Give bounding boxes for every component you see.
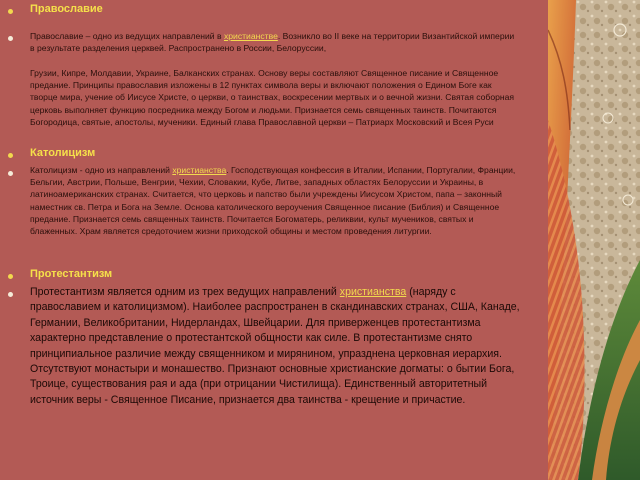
christianity-link[interactable]: христианства [339, 286, 407, 298]
bullet-icon [8, 274, 13, 279]
protestantism-paragraph [30, 285, 520, 408]
bullet-icon [8, 36, 13, 41]
heading-catholicism: Католицизм [30, 147, 96, 159]
bullet-icon [8, 292, 13, 297]
orthodoxy-paragraph-2: Грузии, Кипре, Молдавии, Украине, Балканских странах. Основу веры составляют Священное писание и Священное предание. Принципы православия изложены в 12 пунктах символа веры и включают положения о Едином Боге как творце мира, учение об Иисусе Христе, о церкви, о таинствах, воскресении мертвых и о вечной жизни. Святая соборная церковь выполняет функцию посредника между Богом и людьми. Признается семь священных таинств. Почитаются Богородица, святые, апостолы, мученики. Единый глава Православной церкви – Патриарх Московский и Всея Руси [30, 68, 515, 127]
catholicism-text: Католицизм - одно из направлений [30, 165, 173, 175]
bullet-icon [8, 171, 13, 176]
heading-orthodoxy: Православие [30, 3, 103, 15]
catholicism-paragraph [30, 164, 518, 237]
bullet-icon [8, 153, 13, 158]
catholicism-text-rest: . Господствующая конфессия в Италии, Испании, Португалии, Франции, Бельгии, Австрии, Польше, Венгрии, Чехии, Словакии, Кубе, Литве, западных областях Белоруссии и Украины, в латиноамериканских странах. Считается, что церковь и папство были учреждены Иисусом Христом, папа – законный наместник св. Петра и Бога на Земле. Основа католического вероучения Священное писание (Библия) и Священное предание. Признается семь священных таинств. Почитается Богоматерь, реликвии, культ мучеников, святых и блаженных. Храм является средоточием жизни приходской общины и местом проведения литургии. [30, 165, 516, 237]
orthodoxy-text: Православие – одно из ведущих направлений в [30, 31, 224, 41]
orthodoxy-paragraph-1 [30, 30, 518, 54]
christianity-link[interactable]: христианства [172, 165, 227, 175]
orthodoxy-text-rest: . Возникло во II веке на территории Византийской империи в результате разделения церквей. Распространено в России, Белоруссии, [30, 31, 515, 54]
protestantism-text: Протестантизм является одним из трех ведущих направлений [30, 286, 340, 298]
decorative-border [548, 0, 640, 480]
christianity-link[interactable]: христианстве [223, 31, 278, 41]
heading-protestantism: Протестантизм [30, 268, 113, 280]
protestantism-text-rest: (наряду с православием и католицизмом). Наиболее распространен в скандинавских странах, США, Канаде, Германии, Великобритании, Нидерландах, Швейцарии. Для приверженцев протестантизма характерно представление о протестантской общности как силе. В протестантизме снято принципиальное различие между священником и мирянином, упразднена церковная иерархия. Отсутствуют монастыри и монашество. Признают основные христианские догматы: о бытии Бога, Троице, существования рая и ада (при отрицании Чистилища). Единственный авторитетный источник веры - Священное Писание, признается два таинства - крещение и причастие. [30, 286, 520, 406]
bullet-icon [8, 9, 13, 14]
ornament-image [548, 0, 640, 480]
